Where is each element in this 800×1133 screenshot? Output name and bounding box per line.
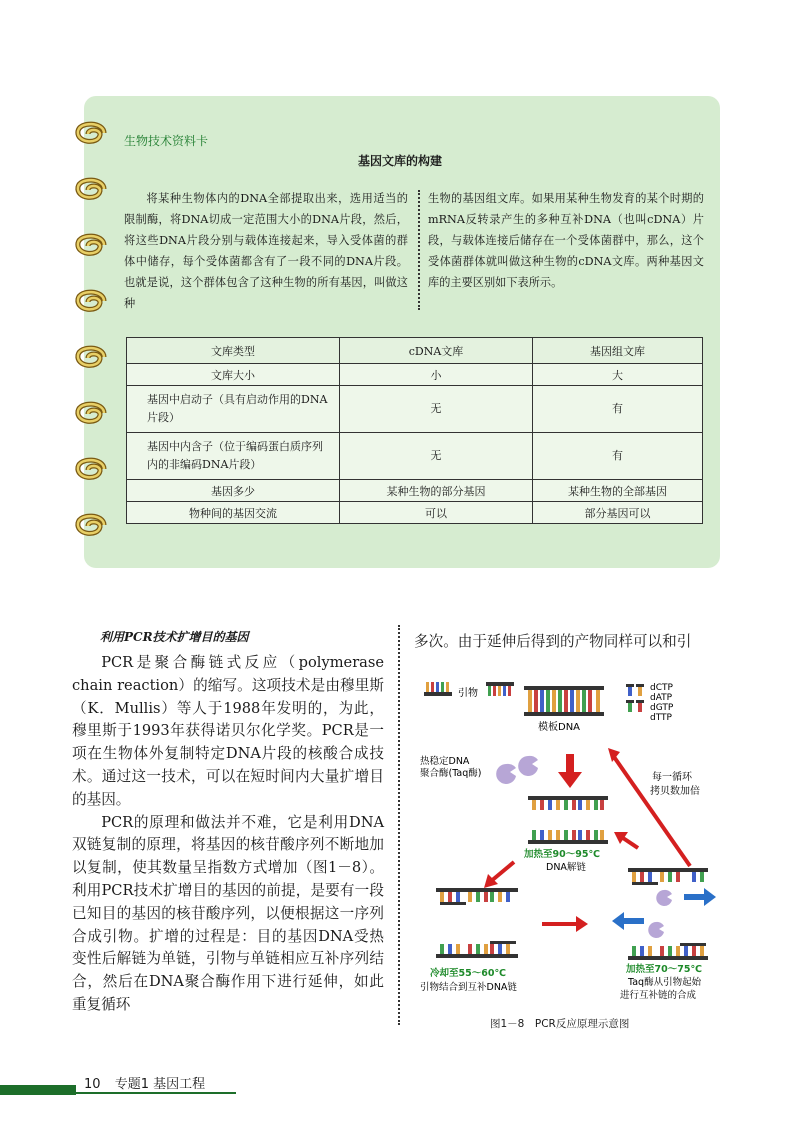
table-cell: 基因多少 [127,480,340,502]
melt-label: DNA解链 [546,862,586,873]
card-column-left [124,188,408,314]
table-row [127,364,703,386]
column-divider [418,190,420,310]
table-cell: 有 [533,433,703,480]
table-cell: 小 [340,364,533,386]
card-paragraph-left: 将某种生物体内的DNA全部提取出来，选用适当的限制酶，将DNA切成一定范围大小的DNA片段，然后，将这些DNA片段分别与载体连接起来，导入受体菌的群体中储存，每个受体菌都含有了一段不同的DNA片段。也就是说，这个群体包含了这种生物的所有基因，叫做这种 [124,192,408,310]
table-row [127,386,703,433]
primer-icon [424,682,452,696]
section-body [72,652,384,1017]
single-strand-icon [528,796,608,810]
primer-icon [486,682,514,696]
table-cell: 物种间的基因交流 [127,502,340,524]
dntp-icon [626,684,644,712]
cycle-arrow-icon [612,754,690,866]
extend-label: 进行互补链的合成 [620,990,697,1001]
table-cell: 有 [533,386,703,433]
table-cell: 某种生物的全部基因 [533,480,703,502]
anneal-label: 引物结合到互补DNA链 [420,982,517,993]
template-dna-icon [524,686,604,716]
table-cell: 无 [340,433,533,480]
extend-label: Taq酶从引物起始 [628,977,702,988]
table-cell: 基因中内含子（位于编码蛋白质序列内的非编码DNA片段） [127,433,340,480]
dntp-label: dTTP [650,713,672,723]
enzyme-label: 聚合酶(Taq酶) [420,768,482,779]
binder-ring-icon [72,118,110,148]
taq-enzyme-icon [656,890,672,906]
section-heading: 利用PCR技术扩增目的基因 [100,630,249,644]
card-column-right [428,188,704,293]
taq-enzyme-icon [496,764,516,784]
extending-strand-icon [628,943,708,960]
table-cell: 某种生物的部分基因 [340,480,533,502]
taq-enzyme-icon [518,756,538,776]
card-tag: 生物技术资料卡 [124,134,209,148]
page-number: 10 [84,1077,101,1092]
table-row [127,433,703,480]
extending-strand-icon [628,868,708,885]
card-title: 基因文库的构建 [357,154,442,168]
single-strand-icon [528,830,608,844]
arrow-icon [490,862,514,882]
cool-label: 冷却至55～60℃ [430,968,506,979]
extend-temp-label: 加热至70～75℃ [626,964,702,975]
table-header: 文库类型 [127,338,340,364]
binder-ring-icon [72,342,110,372]
table-cell: 文库大小 [127,364,340,386]
arrow-head-icon [576,916,588,932]
enzyme-label: 热稳定DNA [420,756,470,767]
footer-line [76,1092,236,1094]
arrow-right-icon [684,888,716,906]
dntp-label: dATP [650,693,673,703]
binder-ring-icon [72,230,110,260]
column-divider [398,625,400,1025]
table-header: cDNA文库 [340,338,533,364]
arrow-down-icon [558,754,582,788]
binder-ring-icon [72,286,110,316]
arrow-left-icon [612,912,644,930]
binder-ring-icon [72,174,110,204]
annealed-strand-icon [436,941,518,958]
chapter-title: 专题1 基因工程 [114,1077,206,1092]
continued-text: 多次。由于延伸后得到的产物同样可以和引 [414,633,692,650]
section-paragraph-1: PCR是聚合酶链式反应（polymerase chain reaction）的缩写。这项技术是由穆里斯（K．Mullis）等人于1988年发明的，为此，穆里斯于1993年获得诺贝尔化学奖。PCR是一项在生物体外复制特定DNA片段的核酸合成技术。通过这一技术，可以在短时间内大量扩增目的基因。 [72,654,384,808]
table-header: 基因组文库 [533,338,703,364]
table-cell: 基因中启动子（具有启动作用的DNA片段） [127,386,340,433]
binder-ring-icon [72,510,110,540]
primer-label: 引物 [458,688,478,699]
binder-ring-icon [72,454,110,484]
cycle-label: 每一循环 [652,772,692,783]
table-header-row [127,338,703,364]
template-label: 模板DNA [538,722,581,733]
taq-enzyme-icon [648,922,664,938]
section-paragraph-2: PCR的原理和做法并不难，它是利用DNA双链复制的原理，将基因的核苷酸序列不断地加以复制，使其数量呈指数方式增加（图1－8）。利用PCR技术扩增目的基因的前提，是要有一段已知目的基因的核苷酸序列，以便根据这一序列合成引物。扩增的过程是：目的基因DNA受热变性后解链为单链，引物与单链相应互补序列结合，然后在DNA聚合酶作用下进行延伸，如此重复循环 [72,813,384,1013]
figure-caption: 图1－8 PCR反应原理示意图 [490,1018,630,1030]
table-row [127,502,703,524]
dntp-label: dGTP [650,703,674,713]
table-cell: 无 [340,386,533,433]
cycle-label: 拷贝数加倍 [650,786,700,797]
heat-label: 加热至90～95℃ [524,849,600,860]
footer [84,1073,215,1092]
table-cell: 可以 [340,502,533,524]
pcr-diagram [414,672,744,1012]
footer-bar [0,1085,76,1095]
table-row [127,480,703,502]
library-comparison-table [126,337,703,524]
binder-ring-icon [72,398,110,428]
card-paragraph-right: 生物的基因组文库。如果用某种生物发育的某个时期的mRNA反转录产生的多种互补DNA（也叫cDNA）片段，与载体连接后储存在一个受体菌群中，那么，这个受体菌群体就叫做这种生物的cDNA文库。两种基因文库的主要区别如下表所示。 [428,192,704,289]
table-cell: 部分基因可以 [533,502,703,524]
dntp-label: dCTP [650,683,673,693]
table-cell: 大 [533,364,703,386]
annealed-strand-icon [436,888,518,905]
